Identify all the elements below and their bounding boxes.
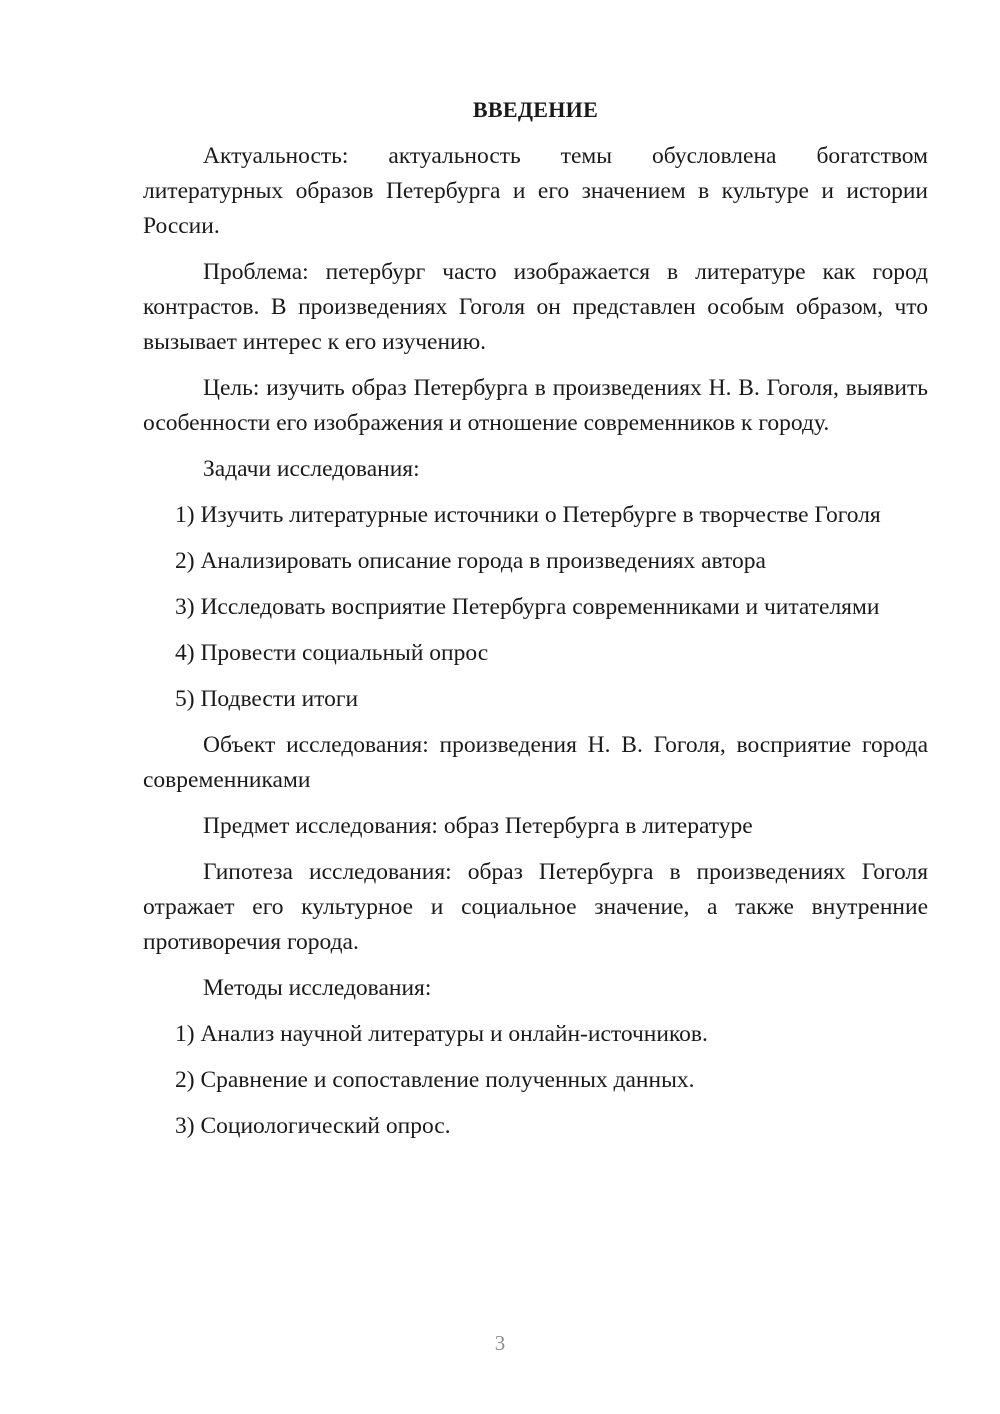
paragraph-goal: Цель: изучить образ Петербурга в произведениях Н. В. Гоголя, выявить особенности его изображения и отношение современников к городу.	[143, 375, 928, 436]
tasks-heading: Задачи исследования:	[203, 456, 420, 482]
list-item: 1) Анализ научной литературы и онлайн-источников.	[175, 1021, 708, 1047]
list-item: 3) Исследовать восприятие Петербурга современниками и читателями	[175, 594, 880, 620]
list-item: 1) Изучить литературные источники о Петербурге в творчестве Гоголя	[175, 502, 881, 528]
paragraph-relevance: Актуальность: актуальность темы обусловлена богатством литературных образов Петербурга и его значением в культуре и истории России.	[143, 143, 928, 239]
page-content	[143, 92, 928, 1155]
list-item: 2) Анализировать описание города в произведениях автора	[175, 548, 766, 574]
page-title: ВВЕДЕНИЕ	[472, 97, 599, 122]
methods-list	[143, 1017, 928, 1144]
tasks-list	[143, 498, 928, 717]
list-item: 3) Социологический опрос.	[175, 1113, 451, 1139]
paragraph-hypothesis: Гипотеза исследования: образ Петербурга в произведениях Гоголя отражает его культурное и социальное значение, а также внутренние противоречия города.	[143, 859, 928, 955]
paragraph-subject: Предмет исследования: образ Петербурга в литературе	[203, 813, 753, 839]
methods-heading: Методы исследования:	[203, 975, 432, 1001]
paragraph-object: Объект исследования: произведения Н. В. Гоголя, восприятие города современниками	[143, 732, 928, 793]
list-item: 4) Провести социальный опрос	[175, 640, 489, 666]
paragraph-problem: Проблема: петербург часто изображается в литературе как город контрастов. В произведениях Гоголя он представлен особым образом, что вызывает интерес к его изучению.	[143, 259, 928, 355]
page-number: 3	[494, 1331, 506, 1355]
list-item: 2) Сравнение и сопоставление полученных данных.	[175, 1067, 695, 1093]
list-item: 5) Подвести итоги	[175, 686, 359, 712]
